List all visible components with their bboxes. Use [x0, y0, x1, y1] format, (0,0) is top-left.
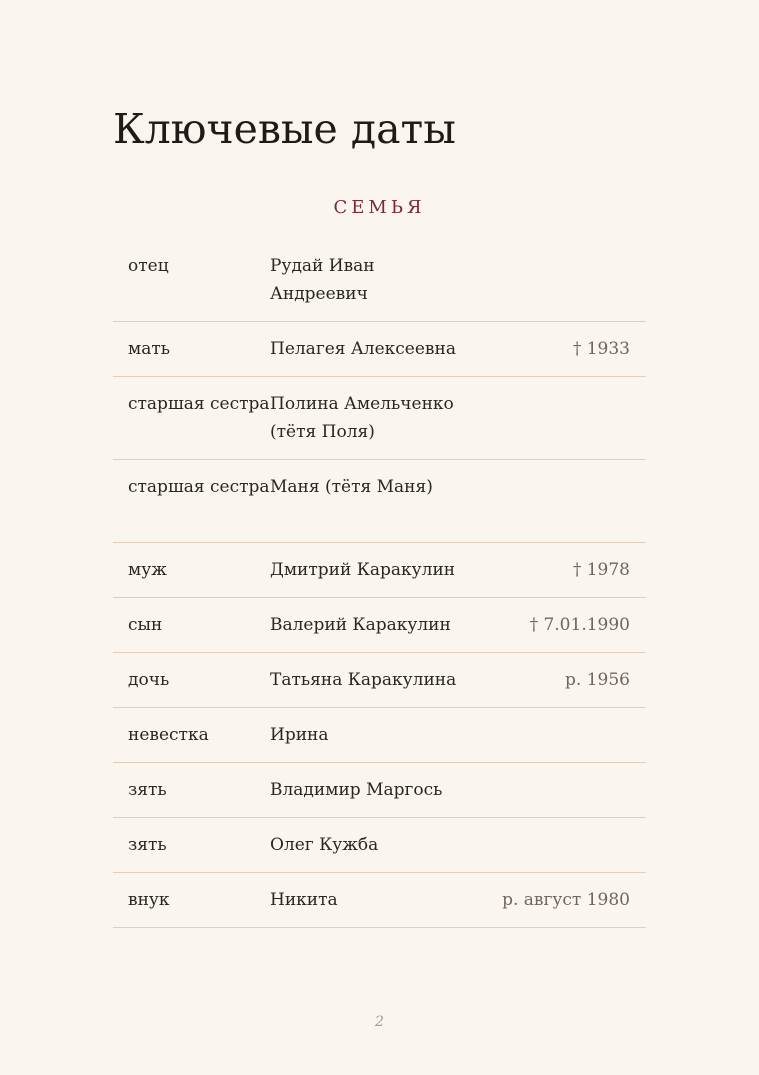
person-cell: Пелагея Алексеевна	[270, 339, 456, 359]
person-cell: Ирина	[270, 725, 329, 745]
date-cell: † 7.01.1990	[529, 615, 630, 635]
date-cell: † 1933	[572, 339, 630, 359]
relation-cell: отец	[128, 256, 169, 276]
person-cell: Никита	[270, 890, 338, 910]
relation-cell: сын	[128, 615, 163, 635]
date-cell: р. 1956	[565, 670, 630, 690]
section-heading: СЕМЬЯ	[333, 197, 426, 218]
relation-cell: зять	[128, 780, 167, 800]
relation-cell: мать	[128, 339, 171, 359]
person-cell: Владимир Маргось	[270, 780, 443, 800]
table-row	[113, 239, 646, 322]
relation-cell: внук	[128, 890, 170, 910]
person-cell: Маня (тётя Маня)	[270, 477, 433, 497]
person-cell: Валерий Каракулин	[270, 615, 451, 635]
relation-cell: старшая сестра	[128, 394, 270, 414]
table-row	[113, 322, 646, 377]
table-row	[113, 598, 646, 653]
person-cell: Дмитрий Каракулин	[270, 560, 456, 580]
table-row	[113, 543, 646, 598]
page-title: Ключевые даты	[113, 105, 456, 153]
table-row	[113, 653, 646, 708]
relation-cell: зять	[128, 835, 167, 855]
person-cell: Рудай Иван Андреевич	[270, 256, 375, 304]
person-cell: Полина Амельченко (тётя Поля)	[270, 394, 454, 442]
table-row	[113, 873, 646, 928]
relation-cell: дочь	[128, 670, 170, 690]
person-cell: Татьяна Каракулина	[270, 670, 457, 690]
date-cell: р. август 1980	[502, 890, 630, 910]
relation-cell: невестка	[128, 725, 209, 745]
relation-cell: муж	[128, 560, 167, 580]
table-row	[113, 763, 646, 818]
table-row	[113, 377, 646, 460]
date-cell: † 1978	[572, 560, 630, 580]
relation-cell: старшая сестра	[128, 477, 270, 497]
page-number: 2	[375, 1014, 384, 1030]
table-row	[113, 818, 646, 873]
table-row	[113, 460, 646, 543]
table-row	[113, 708, 646, 763]
person-cell: Олег Кужба	[270, 835, 379, 855]
family-table	[113, 239, 646, 928]
